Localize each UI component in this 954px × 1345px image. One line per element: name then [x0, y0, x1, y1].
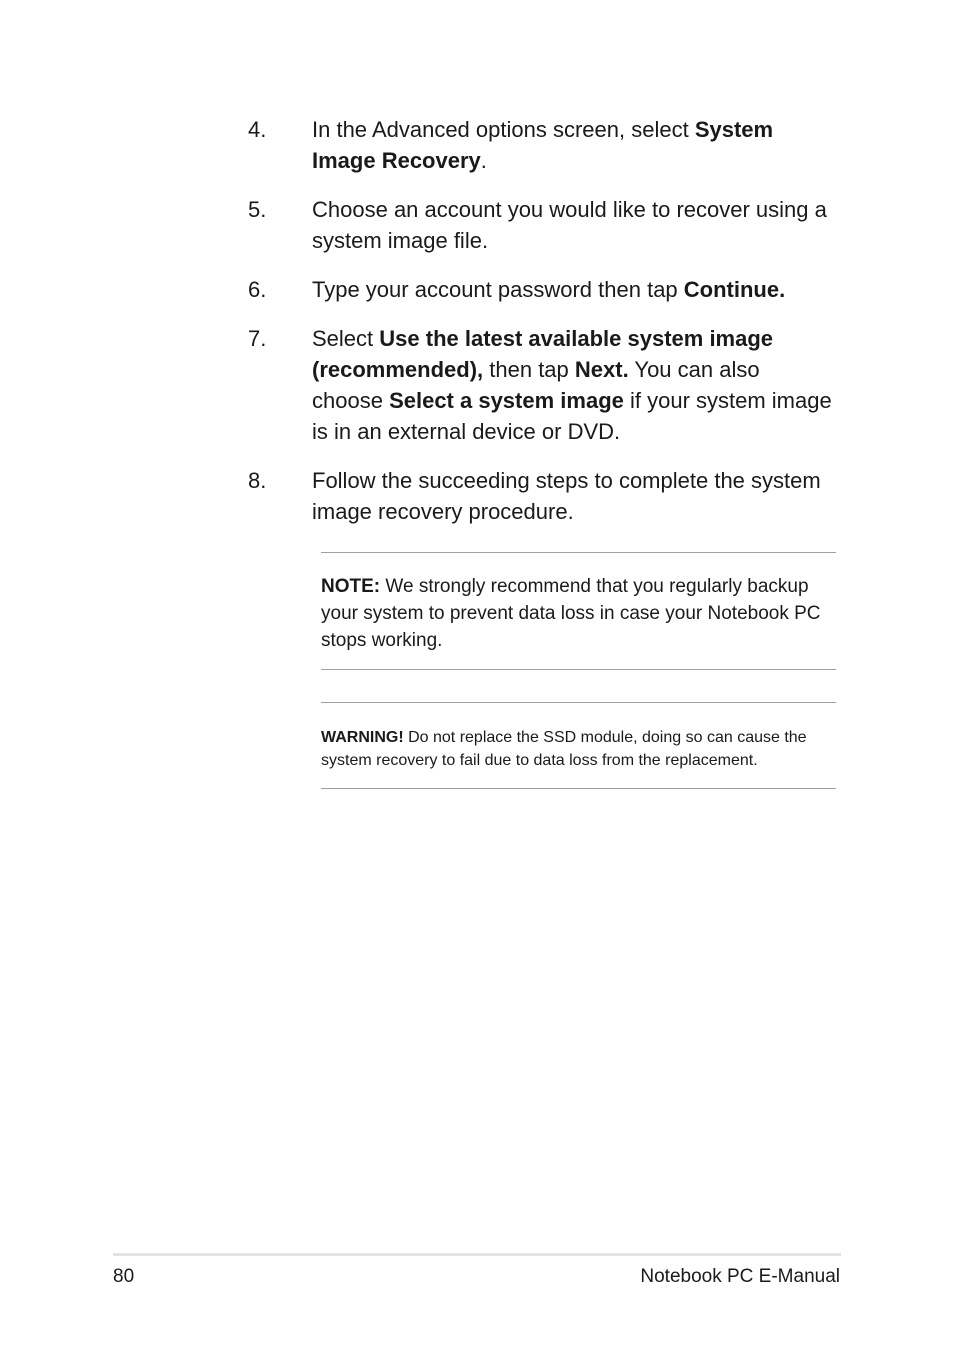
step-text-segment: You can also choose — [312, 357, 760, 413]
instruction-steps — [248, 114, 848, 545]
step-text-segment: . — [480, 148, 487, 173]
step-text-segment: if your system image is in an external device or DVD. — [312, 388, 832, 444]
step-text-segment: Type your account password then tap — [312, 277, 684, 302]
step-text-bold: Select a system image — [389, 388, 624, 413]
step-text-segment: Select — [312, 326, 380, 351]
warning-text: Do not replace the SSD module, doing so can cause the system recovery to fail due to data loss from the replacement. — [321, 729, 807, 769]
footer-divider — [113, 1253, 841, 1256]
step-number: 5. — [248, 197, 267, 222]
step-text — [312, 274, 832, 305]
step-number: 7. — [248, 326, 267, 351]
step-text-bold: System Image Recovery — [312, 117, 774, 173]
step-text — [312, 323, 832, 447]
step-text-segment: then tap — [483, 357, 575, 382]
note-text: We strongly recommend that you regularly backup your system to prevent data loss in case your Notebook PC stops working. — [321, 576, 821, 651]
warning-callout — [321, 702, 836, 789]
step-text-bold: Use the latest available system image (recommended), — [312, 326, 774, 382]
step-number: 6. — [248, 277, 267, 302]
step-5 — [248, 194, 848, 256]
note-callout — [321, 552, 836, 670]
step-number: 4. — [248, 117, 267, 142]
step-text-segment: In the Advanced options screen, select — [312, 117, 695, 142]
step-number: 8. — [248, 468, 267, 493]
step-text-segment: Follow the succeeding steps to complete the system image recovery procedure. — [312, 468, 821, 524]
step-text-bold: Continue. — [683, 277, 786, 302]
manual-title: Notebook PC E-Manual — [640, 1266, 840, 1287]
step-8 — [248, 465, 848, 527]
step-text — [312, 114, 832, 176]
page-number: 80 — [113, 1266, 135, 1287]
step-6 — [248, 274, 848, 305]
step-text — [312, 194, 832, 256]
step-text — [312, 465, 832, 527]
warning-label: WARNING! — [321, 729, 404, 746]
step-7 — [248, 323, 848, 447]
note-label: NOTE: — [321, 576, 381, 597]
step-4 — [248, 114, 848, 176]
step-text-bold: Next. — [574, 357, 629, 382]
step-text-segment: Choose an account you would like to recover using a system image file. — [312, 197, 827, 253]
